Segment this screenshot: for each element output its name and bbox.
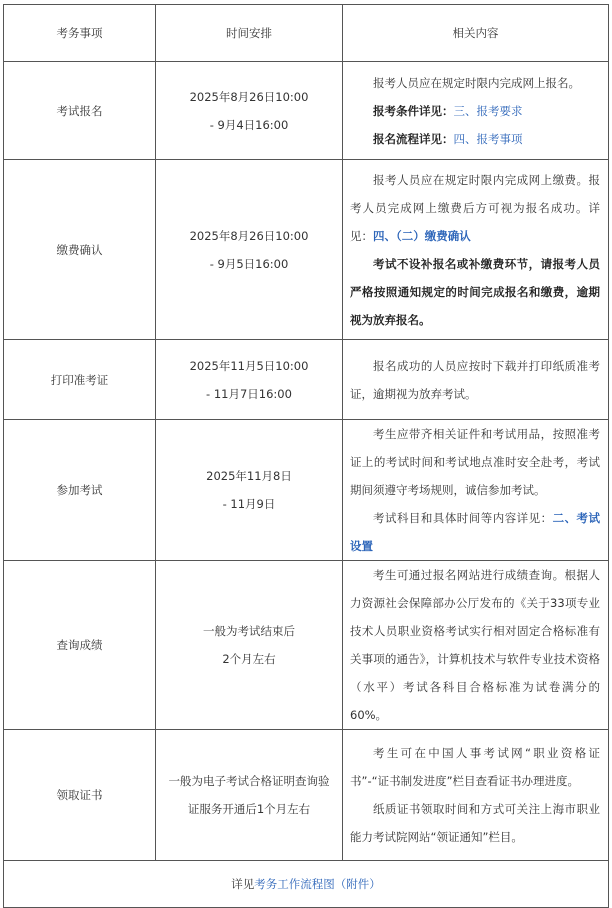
- time-start: 2025年8月26日10:00: [189, 228, 309, 243]
- row-item: 查询成绩: [4, 561, 156, 730]
- exam-affairs-table: [3, 4, 609, 908]
- time-end: 证服务开通后1个月左右: [187, 802, 311, 816]
- time-end: - 9月5日16:00: [209, 256, 289, 271]
- row-item: 参加考试: [4, 420, 156, 561]
- paragraph-text: 报考人员应在规定时限内完成网上缴费。报考人员完成网上缴费后方可视为报名成功。详见：: [350, 172, 600, 243]
- row-time: [156, 420, 343, 561]
- time-end: - 11月7日16:00: [206, 386, 292, 401]
- table-row-payment: [4, 160, 609, 340]
- time-start: 一般为考试结束后: [203, 624, 295, 638]
- content-paragraph: [350, 97, 600, 125]
- content-paragraph: 纸质证书领取时间和方式可关注上海市职业能力考试院网站“领证通知”栏目。: [350, 802, 600, 844]
- content-paragraph: 考生可通过报名网站进行成绩查询。根据人力资源社会保障部办公厅发布的《关于33项专业技术人员职业资格考试实行相对固定合格标准有关事项的通告》，计算机技术与软件专业技术资格（水平）考试各科目合格标准为试卷满分的60%。: [350, 568, 600, 722]
- row-content: [343, 62, 609, 160]
- link-registration-items[interactable]: 四、报考事项: [453, 131, 523, 146]
- table-footer-row: [4, 861, 609, 908]
- table-row-admission-ticket: [4, 340, 609, 420]
- row-content: [343, 420, 609, 561]
- time-end: - 11月9日: [222, 497, 276, 511]
- content-paragraph: 考生可在中国人事考试网“职业资格证书”-“证书制发进度”栏目查看证书办理进度。: [350, 746, 600, 788]
- row-item: 打印准考证: [4, 340, 156, 420]
- row-content: [343, 561, 609, 730]
- header-content: 相关内容: [343, 5, 609, 62]
- row-content: [343, 340, 609, 420]
- content-paragraph-bold: 考试不设补报名或补缴费环节，请报考人员严格按照通知规定的时间完成报名和缴费，逾期视为放弃报名。: [350, 256, 600, 327]
- content-paragraph: [350, 125, 600, 153]
- row-item: 缴费确认: [4, 160, 156, 340]
- paragraph-text: 考试科目和具体时间等内容详见：: [373, 511, 553, 525]
- row-time: [156, 160, 343, 340]
- footer-prefix: 详见: [231, 877, 255, 891]
- time-end: 2个月左右: [222, 652, 276, 666]
- row-time: [156, 561, 343, 730]
- row-time: [156, 730, 343, 861]
- time-start: 2025年11月5日10:00: [189, 358, 309, 373]
- header-time: 时间安排: [156, 5, 343, 62]
- link-requirements[interactable]: 三、报考要求: [453, 103, 523, 118]
- content-paragraph: 报名成功的人员应按时下载并打印纸质准考证，逾期视为放弃考试。: [350, 358, 600, 401]
- time-end: - 9月4日16:00: [209, 117, 289, 132]
- row-content: [343, 160, 609, 340]
- label-text: 报名流程详见：: [373, 131, 454, 146]
- row-time: [156, 62, 343, 160]
- link-workflow-chart[interactable]: 考务工作流程图（附件）: [254, 877, 381, 891]
- row-item: 考试报名: [4, 62, 156, 160]
- row-content: [343, 730, 609, 861]
- table-row-certificate: [4, 730, 609, 861]
- row-time: [156, 340, 343, 420]
- link-payment-confirm[interactable]: 四、（二）缴费确认: [373, 228, 471, 243]
- time-start: 2025年11月8日: [206, 469, 292, 483]
- content-paragraph: 考生应带齐相关证件和考试用品，按照准考证上的考试时间和考试地点准时安全赴考，考试期间须遵守考场规则，诚信参加考试。: [350, 427, 600, 497]
- content-paragraph: [350, 504, 600, 560]
- table-row-registration: [4, 62, 609, 160]
- row-item: 领取证书: [4, 730, 156, 861]
- table-header-row: [4, 5, 609, 62]
- content-paragraph: [350, 166, 600, 250]
- table-row-take-exam: [4, 420, 609, 561]
- link-exam-settings[interactable]: 二、考试设置: [350, 511, 601, 553]
- header-item: 考务事项: [4, 5, 156, 62]
- time-start: 2025年8月26日10:00: [189, 89, 309, 104]
- table-row-score-query: [4, 561, 609, 730]
- label-text: 报考条件详见：: [373, 103, 454, 118]
- time-start: 一般为电子考试合格证明查询验: [168, 774, 330, 788]
- content-paragraph: 报考人员应在规定时限内完成网上报名。: [373, 75, 580, 90]
- footer-cell: [4, 861, 609, 908]
